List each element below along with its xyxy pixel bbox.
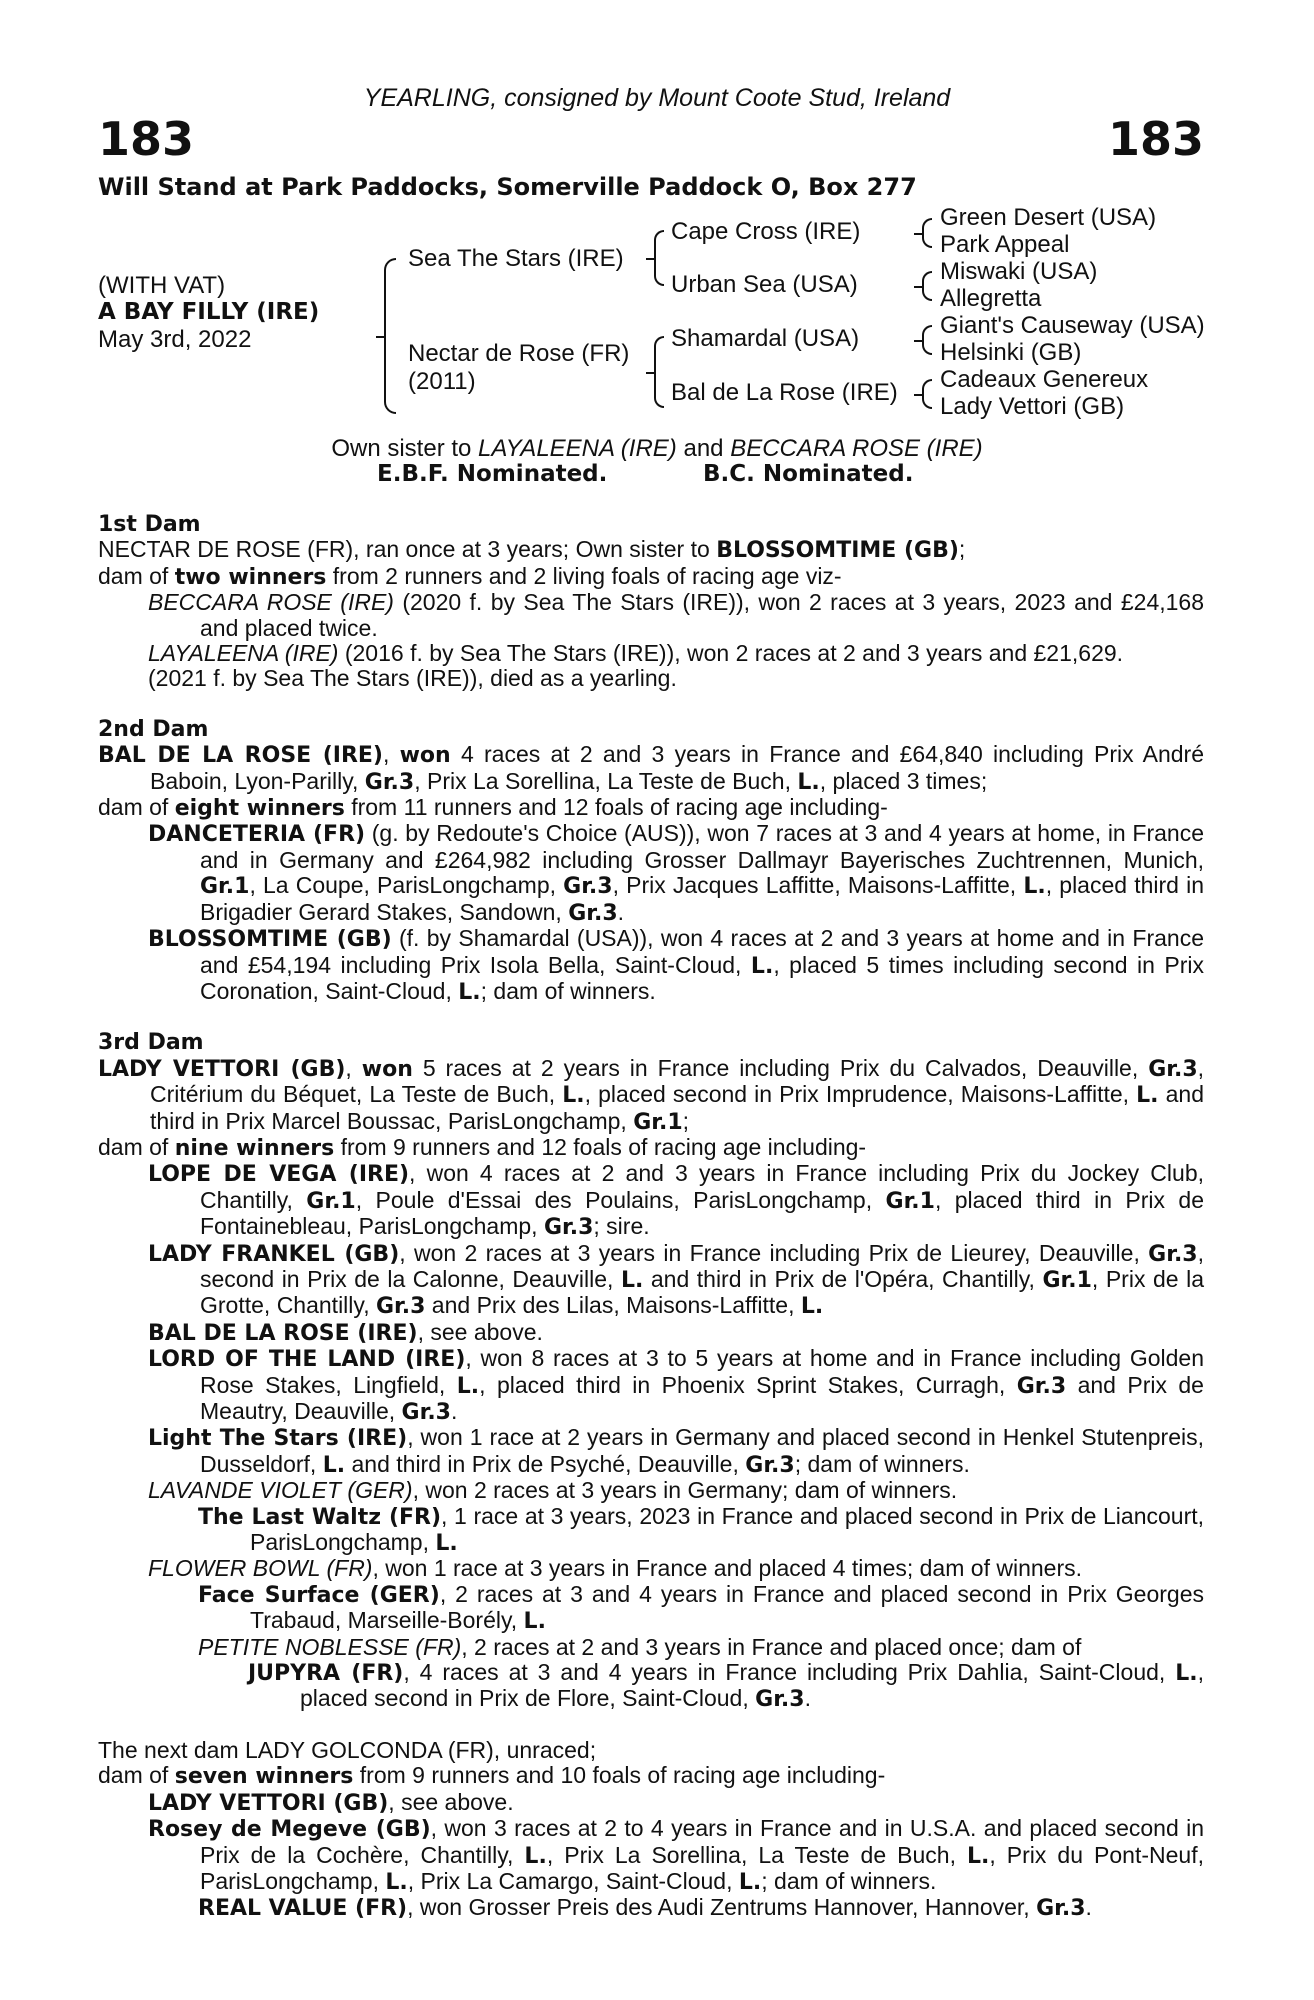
dam-sire: Shamardal (USA) (671, 325, 860, 352)
lot-number-right: 183 (1107, 112, 1204, 166)
dam-name: Nectar de Rose (FR) (408, 340, 630, 367)
lot-number-left: 183 (98, 112, 195, 166)
second-dam-heading: 2nd Dam (98, 716, 209, 742)
pedigree-brace-main (384, 258, 396, 414)
sire-sire-sire: Green Desert (USA) (940, 204, 1157, 231)
consignment-line: YEARLING, consigned by Mount Coote Stud, Ireland (363, 84, 951, 112)
produce-lady-frankel: LADY FRANKEL (GB), won 2 races at 3 years in France including Prix de Lieurey, Deauville, Gr.3, second in Prix de la Calonne, Deauville, L. and third in Prix de l'Opéra, Chantilly, Gr.1, Prix de la Grotte, Chantilly, Gr.3 and Prix des Lilas, Maisons-Laffitte, L. (148, 1239, 1204, 1320)
sire-dam: Urban Sea (USA) (671, 271, 858, 298)
first-dam-heading: 1st Dam (98, 512, 201, 537)
produce-face-surface: Face Surface (GER), 2 races at 3 and 4 years in France and placed second in Prix Georges Trabaud, Marseille-Borély, L. (198, 1580, 1204, 1635)
produce-beccara-rose: BECCARA ROSE (IRE) (2020 f. by Sea The Stars (IRE)), won 2 races at 3 years, 2023 and £24,168 and placed twice. (148, 589, 1204, 641)
dam-sire-dam: Helsinki (GB) (940, 339, 1082, 366)
next-dam-produce-line: dam of seven winners from 9 runners and 10 foals of racing age including- (98, 1762, 886, 1790)
pedigree-brace-sd (922, 271, 932, 301)
sire-sire-dam: Park Appeal (940, 231, 1070, 258)
vat-note: (WITH VAT) (98, 272, 226, 299)
sire-name: Sea The Stars (IRE) (408, 245, 624, 272)
sire-dam-sire: Miswaki (USA) (940, 258, 1098, 285)
foaling-date: May 3rd, 2022 (98, 326, 252, 353)
pedigree-brace-ss (922, 218, 932, 248)
catalogue-body (98, 512, 1204, 1922)
first-dam-produce-line: dam of two winners from 2 runners and 2 living foals of racing age viz- (98, 562, 842, 590)
produce-the-last-waltz: The Last Waltz (FR), 1 race at 3 years, 2023 in France and placed second in Prix de Liancourt, ParisLongchamp, L. (198, 1502, 1205, 1557)
produce-blossomtime: BLOSSOMTIME (GB) (f. by Shamardal (USA)), won 4 races at 2 and 3 years at home and in France and £54,194 including Prix Isola Bella, Saint-Cloud, L., placed 5 times including second in Prix Coronation, Saint-Cloud, L.; dam of winners. (148, 925, 1205, 1005)
produce-danceteria: DANCETERIA (FR) (g. by Redoute's Choice (AUS)), won 7 races at 3 and 4 years at home, in France and in Germany and £264,982 including Grosser Dallmayr Bayerisches Zuchtrennen, Munich, Gr.1, La Coupe, ParisLongchamp, Gr.3, Prix Jacques Laffitte, Maisons-Laffitte, L., placed third in Brigadier Gerard Stakes, Sandown, Gr.3. (148, 820, 1204, 926)
stand-location: Will Stand at Park Paddocks, Somerville Paddock O, Box 277 (98, 173, 917, 201)
produce-rosey-de-megeve: Rosey de Megeve (GB), won 3 races at 2 to 4 years in France and in U.S.A. and placed second in Prix de la Cochère, Chantilly, L., Prix La Sorellina, La Teste de Buch, L., Prix du Pont-Neuf, ParisLongchamp, L., Prix La Camargo, Saint-Cloud, L.; dam of winners. (148, 1815, 1204, 1895)
dam-dam: Bal de La Rose (IRE) (671, 379, 898, 406)
sire-dam-dam: Allegretta (940, 285, 1042, 312)
dam-sire-sire: Giant's Causeway (USA) (940, 312, 1205, 339)
third-dam-record: LADY VETTORI (GB), won 5 races at 2 years in France including Prix du Calvados, Deauville, Gr.3, Critérium du Béquet, La Teste de Buch, L., placed second in Prix Imprudence, Maisons-Laffitte, L. and third in Prix Marcel Boussac, ParisLongchamp, Gr.1; (98, 1054, 1205, 1135)
sire-sire: Cape Cross (IRE) (671, 218, 861, 245)
produce-light-the-stars: Light The Stars (IRE), won 1 race at 2 years in Germany and placed second in Henkel Stutenpreis, Dusseldorf, L. and third in Prix de Psyché, Deauville, Gr.3; dam of winners. (148, 1424, 1205, 1478)
dam-year: (2011) (408, 368, 476, 395)
first-dam-line: NECTAR DE ROSE (FR), ran once at 3 years; Own sister to BLOSSOMTIME (GB); (98, 536, 966, 564)
pedigree-brace-dd (922, 379, 932, 409)
pedigree-brace-ds (922, 325, 932, 355)
ebf-nomination: E.B.F. Nominated. (377, 461, 608, 487)
produce-lady-vettori: LADY VETTORI (GB), see above. (148, 1788, 514, 1816)
produce-bal-de-la-rose: BAL DE LA ROSE (IRE), see above. (148, 1318, 543, 1346)
third-dam-produce-line: dam of nine winners from 9 runners and 12 foals of racing age including- (98, 1133, 867, 1161)
own-sister-line: Own sister to LAYALEENA (IRE) and BECCARA ROSE (IRE) (331, 435, 983, 462)
horse-name: A BAY FILLY (IRE) (98, 299, 320, 325)
next-dam-line: The next dam LADY GOLCONDA (FR), unraced; (98, 1736, 597, 1763)
produce-lope-de-vega: LOPE DE VEGA (IRE), won 4 races at 2 and 3 years in France including Prix du Jockey Club, Chantilly, Gr.1, Poule d'Essai des Poulains, ParisLongchamp, Gr.1, placed third in Prix de Fontainebleau, ParisLongchamp, Gr.3; sire. (148, 1160, 1205, 1241)
produce-jupyra: JUPYRA (FR), 4 races at 3 and 4 years in France including Prix Dahlia, Saint-Cloud, L., placed second in Prix de Flore, Saint-Cloud, Gr.3. (248, 1659, 1205, 1713)
pedigree-brace-sire (654, 230, 664, 286)
produce-layaleena: LAYALEENA (IRE) (2016 f. by Sea The Stars (IRE)), won 2 races at 2 and 3 years and £21,629. (148, 640, 1124, 667)
produce-lord-of-the-land: LORD OF THE LAND (IRE), won 8 races at 3 to 5 years at home and in France including Golden Rose Stakes, Lingfield, L., placed third in Phoenix Sprint Stakes, Curragh, Gr.3 and Prix de Meautry, Deauville, Gr.3. (148, 1345, 1205, 1425)
produce-lavande-violet: LAVANDE VIOLET (GER), won 2 races at 3 years in Germany; dam of winners. (148, 1477, 958, 1504)
pedigree-brace-dam (654, 336, 664, 408)
produce-2021-foal: (2021 f. by Sea The Stars (IRE)), died as a yearling. (148, 665, 677, 692)
produce-real-value: REAL VALUE (FR), won Grosser Preis des Audi Zentrums Hannover, Hannover, Gr.3. (198, 1894, 1092, 1922)
second-dam-record: BAL DE LA ROSE (IRE), won 4 races at 2 and 3 years in France and £64,840 including Prix André Baboin, Lyon-Parilly, Gr.3, Prix La Sorellina, La Teste de Buch, L., placed 3 times; (98, 741, 1204, 795)
bc-nomination: B.C. Nominated. (703, 461, 914, 487)
second-dam-produce-line: dam of eight winners from 11 runners and 12 foals of racing age including- (98, 794, 888, 822)
dam-dam-dam: Lady Vettori (GB) (940, 393, 1125, 420)
produce-petite-noblesse: PETITE NOBLESSE (FR), 2 races at 2 and 3 years in France and placed once; dam of (198, 1633, 1082, 1660)
third-dam-heading: 3rd Dam (98, 1030, 204, 1056)
produce-flower-bowl: FLOWER BOWL (FR), won 1 race at 3 years in France and placed 4 times; dam of winners. (148, 1555, 1082, 1582)
dam-dam-sire: Cadeaux Genereux (940, 366, 1149, 393)
